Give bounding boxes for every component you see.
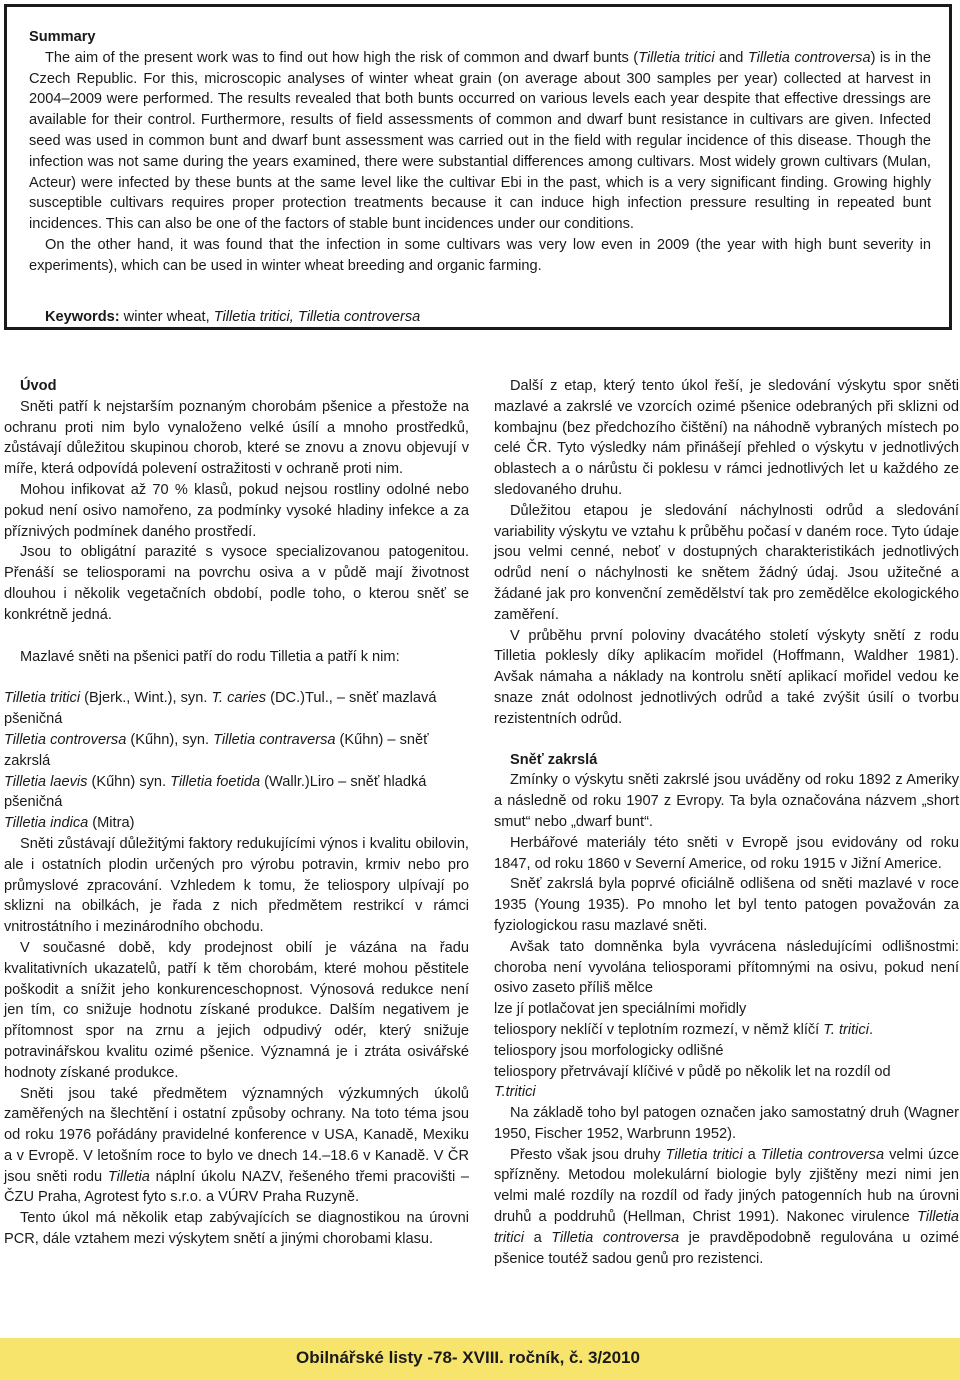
page-footer — [0, 1338, 960, 1380]
paragraph: Herbářové materiály této sněti v Evropě jsou evidovány od roku 1847, od roku 1860 v Severní Americe, od roku 1915 v Jižní Americe. — [494, 834, 959, 872]
footer-text: Obilnářské listy -78- XVIII. ročník, č. 3/2010 — [296, 1348, 640, 1367]
paragraph: Sněti patří k nejstarším poznaným chorobám pšenice a přestože na ochranu proti nim bylo vynaloženo velké úsílí a mnoho prostředků, zůstávají důležitou skupinou chorob, které se znovu a znovu objevují v míře, která odpovídá polevení ostražitosti v ochraně proti nim. — [4, 398, 469, 478]
paragraph: Mohou infikovat až 70 % klasů, pokud nejsou rostliny odolné nebo pokud není osivo namořeno, za podmínky vysoké hladiny infekce a za příznivých podmínek daného prostředí. — [4, 481, 469, 540]
paragraph: Na základě toho byl patogen označen jako samostatný druh (Wagner 1950, Fischer 1952, Warbrunn 1952). — [494, 1105, 959, 1142]
summary-paragraph-2: On the other hand, it was found that the infection in some cultivars was very low even in 2009 (the year with high bunt severity in experiments), which can be used in winter wheat breeding and organic farming. — [29, 236, 931, 274]
species-item: Tilletia laevis (Kűhn) syn. Tilletia foetida (Wallr.)Liro – sněť hladká pšeničná — [4, 773, 427, 811]
paragraph: Sněti jsou také předmětem významných výzkumných úkolů zaměřených na šlechtění i ostatní způsoby ochrany. Na toto téma jsou od roku 1976 pořádány pravidelné konference v USA, Kanadě, Mexiku a v Evropě. V letošním roce to bylo ve dnech 14.–18.6 v Kanadě. V ČR jsou sněti rodu Tilletia náplní úkolu NAZV, řešeného třemi pracovišti – ČZU Praha, Agrotest fyto s.r.o. a VÚRV Praha Ruzyně. — [4, 1085, 469, 1206]
paragraph: Zmínky o výskytu sněti zakrslé jsou uváděny od roku 1892 z Ameriky a následně od roku 1907 z Evropy. Ta byla označována názvem „short smut“ nebo „dwarf bunt“. — [494, 772, 959, 830]
species-item: Tilletia controversa (Kűhn), syn. Tilletia contraversa (Kűhn) – sněť zakrslá — [4, 731, 429, 769]
paragraph: Přesto však jsou druhy Tilletia tritici a Tilletia controversa velmi úzce spřízněny. Metodou molekulární biologie byly zjištěny mezi nimi jen velmi malé rozdíly na rozdíl od řady jiných patogenních hub na úrovni druhů a poddruhů (Hellman, Christ 1991). Nakonec virulence Tilletia tritici a Tilletia controversa je pravděpodobně regulována u ozimé pšenice toutéž sadou genů pro rezistenci. — [494, 1146, 959, 1267]
paragraph: V průběhu první poloviny dvacátého století výskyty snětí z rodu Tilletia poklesly díky aplikacím mořidel (Hoffmann, Waldher 1981). Avšak námaha a náklady na kontrolu snětí aplikací mořidel vedou ke snaze znát odolnost jednotlivých odrůd a také zvýšit úsilí o tvorbu rezistentních odrůd. — [494, 627, 959, 727]
paragraph: Tento úkol má několik etap zabývajících se diagnostikou na úrovni PCR, dále vztahem mezi výskytem snětí a jinými chorobami klasu. — [4, 1210, 469, 1248]
keywords: Keywords: winter wheat, Tilletia tritici, Tilletia controversa — [45, 308, 421, 325]
paragraph: Další z etap, který tento úkol řeší, je sledování výskytu spor sněti mazlavé a zakrslé ve vzorcích ozimé pšenice odebraných při sklizni od kombajnu (bez předchozího čištění) na náhodně vybraných místech po celé ČR. Tyto výsledky nám přinášejí přehled o výskytu v jednotlivých oblastech a o nárůstu či poklesu v rámci jednotlivých let u každého ze sledovaného druhu. — [494, 378, 959, 498]
paragraph: V současné době, kdy prodejnost obilí je vázána na řadu kvalitativních ukazatelů, patří k těm chorobám, které mohou pěstitele poškodit a snížit jeho konkurenceschopnost. Výnosová redukce není jen tím, co snižuje hodnotu získané produkce. Dalším negativem je přítomnost spor na zrnu a jejich odpudivý odér, který snižuje potravinářskou kvalitu ozimé pšenice. Významná je i ztráta osivářské hodnoty získané produkce. — [4, 939, 469, 1081]
paragraph: Důležitou etapou je sledování náchylnosti odrůd a sledování variability výskytu ve vztahu k průběhu počasí v daném roce. Tyto údaje jsou velmi cenné, neboť v dostupných charakteristikách jednotlivých odrůd není o náchylnosti ke snětem žádný údaj. Jsou užitečné a žádané jak pro konvenční zemědělství tak pro zemědělce ekologického zaměření. — [494, 502, 959, 623]
paragraph: Jsou to obligátní parazité s vysoce specializovanou patogenitou. Přenáší se teliosporami na povrchu osiva a v půdě mají životnost dlouhou i několik vegetačních období, podle toho, o kterou sněť se konkrétně jedná. — [4, 544, 469, 623]
left-column — [4, 376, 469, 1250]
paragraph: Sněť zakrslá byla poprvé oficiálně odlišena od sněti mazlavé v roce 1935 (Young 1935). Po mnoho let byl tento patogen považován za fyziologickou rasu mazlavé sněti. — [494, 876, 959, 934]
summary-title: Summary — [29, 29, 96, 45]
section-heading-uvod: Úvod — [20, 378, 57, 394]
right-column — [494, 376, 959, 1269]
section-heading-snet-zakrsla: Sněť zakrslá — [510, 751, 598, 768]
list-item: teliospory přetrvávají klíčivé v půdě po několik let na rozdíl od T.tritici — [494, 1063, 891, 1101]
paragraph: Mazlavé sněti na pšenici patří do rodu Tilletia a patří k nim: — [20, 648, 400, 665]
list-item: teliospory neklíčí v teplotním rozmezí, v němž klíčí T. tritici. — [494, 1021, 874, 1038]
list-item: lze jí potlačovat jen speciálními mořidly — [494, 1001, 747, 1018]
list-item: teliospory jsou morfologicky odlišné — [494, 1042, 724, 1059]
summary-paragraph-1: The aim of the present work was to find out how high the risk of common and dwarf bunts (Tilletia tritici and Tilletia controversa) is in the Czech Republic. For this, microscopic analyses of winter wheat grain (on average about 300 samples per year) collected at harvest in 2004–2009 were performed. The results revealed that both bunts occurred on various levels each year despite that effective dressings are available for their control. Furthermore, results of field assessments of common and dwarf bunt resistance in cultivars are given. Infected seed was used in common bunt and dwarf bunt assessment was carried out in the field with regular incidence of this disease. Though the infection was not same during the years examined, there were substantial differences among cultivars. Most widely grown cultivars (Mulan, Acteur) were infected by these bunts at the same level like the cultivar Ebi in the past, which is a very significant finding. Growing highly susceptible cultivars requires proper protection treatments because it can induce high infection pressure resulting in repeated bunt incidences. This can also be one of the factors of stable bunt incidences under our conditions. — [29, 49, 931, 233]
paragraph: Avšak tato domněnka byla vyvrácena následujícími odlišnostmi: choroba není vyvolána teliosporami přítomnými na osivu, pokud není osivo zaseto příliš mělce — [494, 938, 959, 997]
species-item: Tilletia tritici (Bjerk., Wint.), syn. T. caries (DC.)Tul., – sněť mazlavá pšeničná — [4, 690, 437, 728]
paragraph: Sněti zůstávají důležitými faktory redukujícími výnos i kvalitu obilovin, ale i ostatních plodin určených pro výrobu potravin, krmiv nebo pro průmyslové zpracování. Vzhledem k tomu, že teliospory ulpívají po sklizni na obilkách, je řada z nich předmětem restrikcí v rámci vnitrostátního i mezinárodního obchodu. — [4, 835, 469, 936]
species-item: Tilletia indica (Mitra) — [4, 815, 135, 832]
summary-box — [4, 4, 952, 330]
